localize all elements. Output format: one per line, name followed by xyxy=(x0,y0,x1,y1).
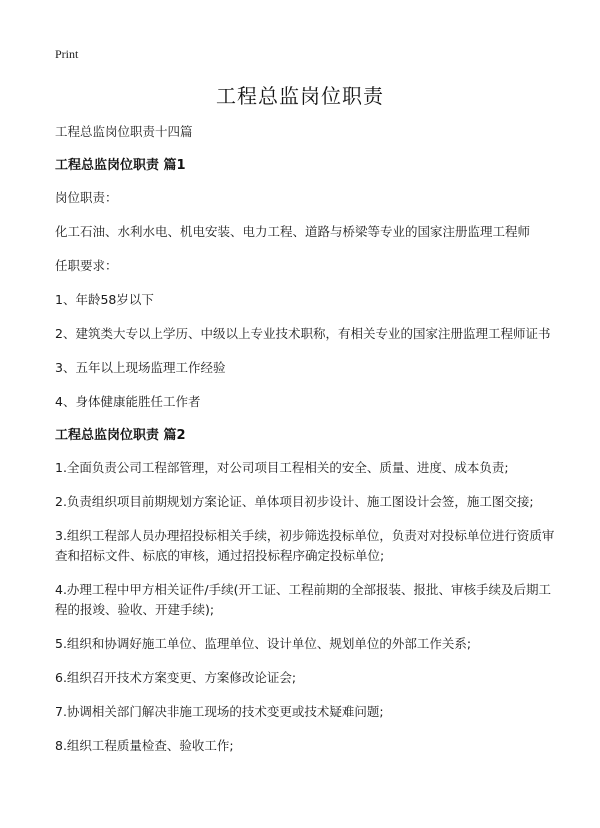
section-1 xyxy=(55,156,555,412)
list-item: 3、五年以上现场监理工作经验 xyxy=(55,360,226,375)
paragraph: 任职要求： xyxy=(55,258,118,273)
document-subtitle: 工程总监岗位职责十四篇 xyxy=(55,124,193,139)
print-link[interactable]: Print xyxy=(55,47,79,61)
list-item: 3.组织工程部人员办理招投标相关手续，初步筛选投标单位，负责对对投标单位进行资质审查和招标文件、标底的审核，通过招投标程序确定投标单位; xyxy=(55,528,555,563)
list-item: 4.办理工程中甲方相关证件/手续(开工证、工程前期的全部报装、报批、审核手续及后期工程的报竣、验收、开建手续); xyxy=(55,582,552,617)
list-item: 8.组织工程质量检查、验收工作; xyxy=(55,738,234,753)
page-title: 工程总监岗位职责 xyxy=(216,84,384,108)
paragraph: 化工石油、水利水电、机电安装、电力工程、道路与桥梁等专业的国家注册监理工程师 xyxy=(55,224,531,239)
document-body xyxy=(55,122,555,770)
list-item: 2、建筑类大专以上学历、中级以上专业技术职称，有相关专业的国家注册监理工程师证书 xyxy=(55,326,551,341)
list-item: 2.负责组织项目前期规划方案论证、单体项目初步设计、施工图设计会签，施工图交接; xyxy=(55,494,534,509)
section-2 xyxy=(55,426,555,756)
list-item: 7.协调相关部门解决非施工现场的技术变更或技术疑难问题; xyxy=(55,704,384,719)
list-item: 4、身体健康能胜任工作者 xyxy=(55,394,201,409)
list-item: 1.全面负责公司工程部管理，对公司项目工程相关的安全、质量、进度、成本负责; xyxy=(55,460,509,475)
list-item: 1、年龄58岁以下 xyxy=(55,292,154,307)
list-item: 6.组织召开技术方案变更、方案修改论证会; xyxy=(55,670,297,685)
list-item: 5.组织和协调好施工单位、监理单位、设计单位、规划单位的外部工作关系; xyxy=(55,636,472,651)
paragraph: 岗位职责： xyxy=(55,190,118,205)
section-heading: 工程总监岗位职责 篇2 xyxy=(55,428,186,443)
section-heading: 工程总监岗位职责 篇1 xyxy=(55,158,186,173)
